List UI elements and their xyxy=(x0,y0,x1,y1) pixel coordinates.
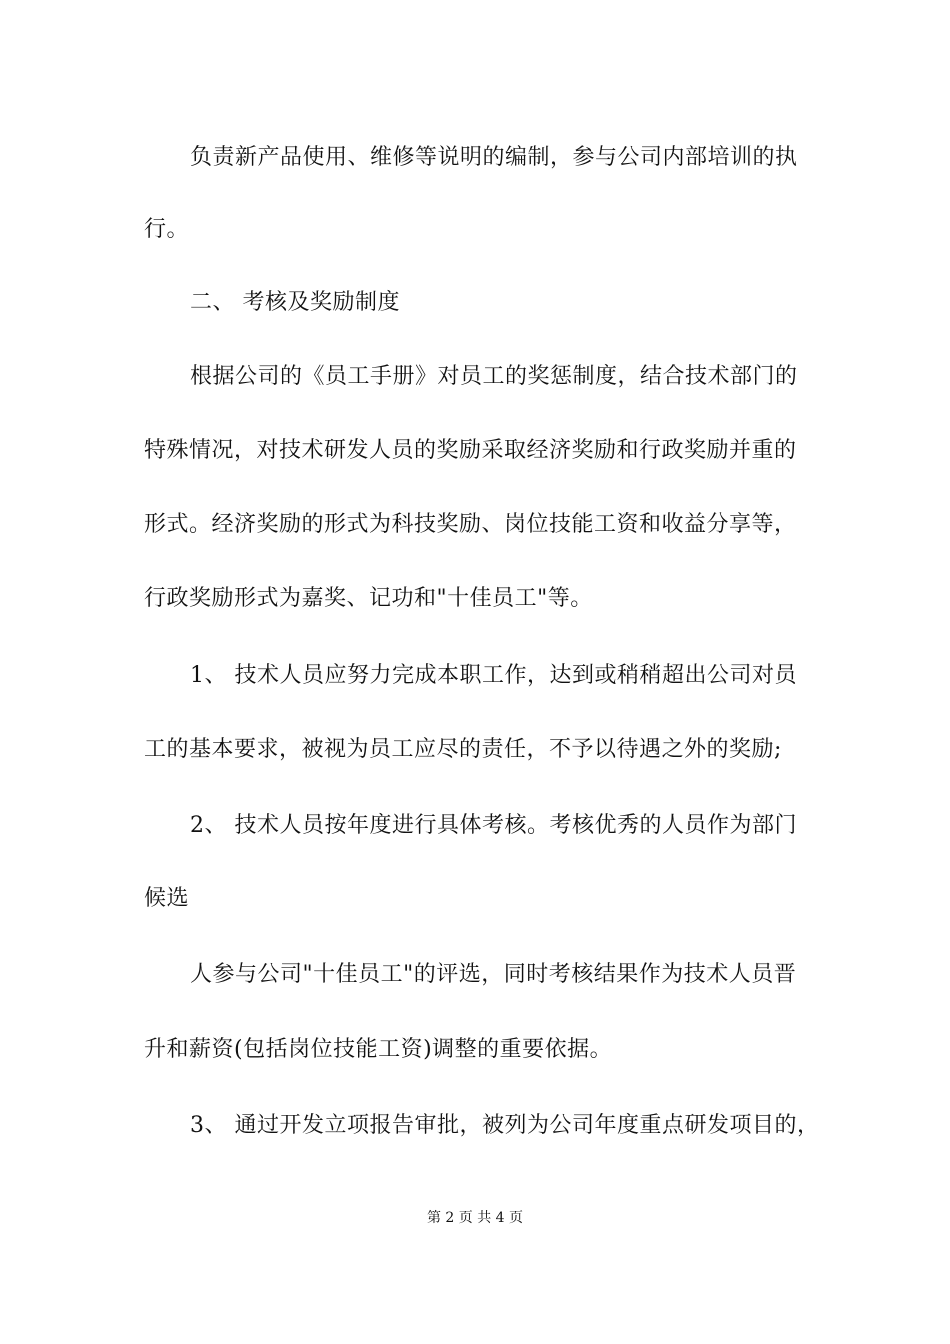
list-item-line: 2、 技术人员按年度进行具体考核。考核优秀的人员作为部门 xyxy=(190,813,797,838)
list-item-line: 工的基本要求，被视为员工应尽的责任，不予以待遇之外的奖励; xyxy=(144,737,782,762)
paragraph-line: 行政奖励形式为嘉奖、记功和"十佳员工"等。 xyxy=(144,586,593,611)
paragraph-line: 特殊情况，对技术研发人员的奖励采取经济奖励和行政奖励并重的 xyxy=(144,438,797,463)
list-item-line: 升和薪资(包括岗位技能工资)调整的重要依据。 xyxy=(144,1037,613,1062)
page-number-footer: 第 2 页 共 4 页 xyxy=(426,1210,524,1226)
list-item-line: 1、 技术人员应努力完成本职工作，达到或稍稍超出公司对员 xyxy=(190,663,797,688)
list-item-line: 人参与公司"十佳员工"的评选，同时考核结果作为技术人员晋 xyxy=(190,962,797,987)
paragraph-line: 行。 xyxy=(144,217,190,242)
paragraph-line: 负责新产品使用、维修等说明的编制，参与公司内部培训的执 xyxy=(190,145,798,170)
paragraph-line: 形式。经济奖励的形式为科技奖励、岗位技能工资和收益分享等， xyxy=(144,512,797,537)
list-item-line: 候选 xyxy=(144,886,190,911)
section-heading: 二、 考核及奖励制度 xyxy=(190,290,400,315)
paragraph-line: 根据公司的《员工手册》对员工的奖惩制度，结合技术部门的 xyxy=(190,364,798,389)
list-item-line: 3、 通过开发立项报告审批，被列为公司年度重点研发项目的， xyxy=(190,1113,820,1138)
